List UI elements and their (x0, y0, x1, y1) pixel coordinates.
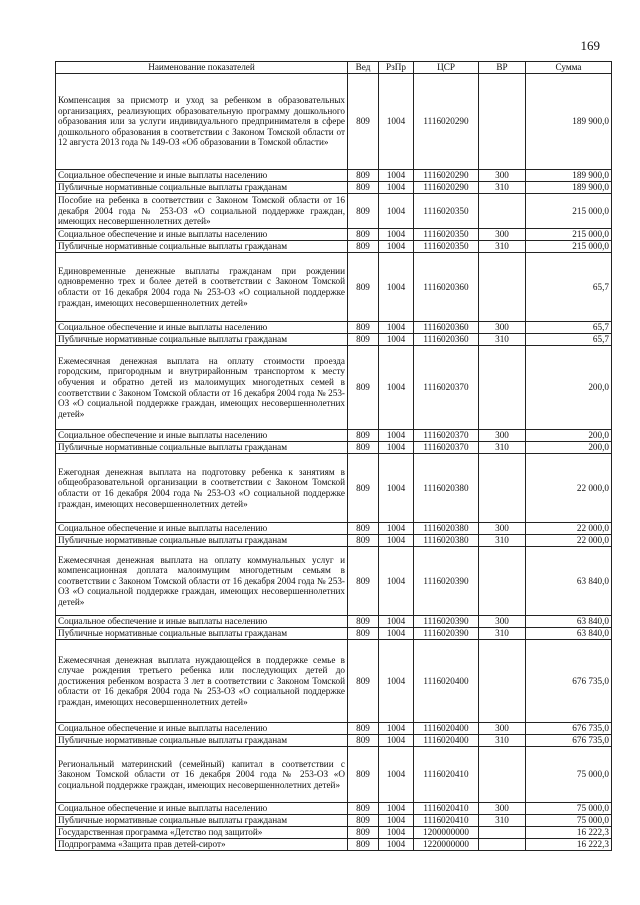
row-ved-cell: 809 (348, 640, 379, 723)
row-sum-cell: 22 000,0 (526, 523, 612, 535)
row-vr-cell: 310 (479, 241, 526, 253)
row-name-cell: Социальное обеспечение и иные выплаты населению (56, 322, 348, 334)
table-row (56, 74, 612, 170)
table-row (56, 640, 612, 723)
row-name-cell: Пособие на ребенка в соответствии с Законом Томской области от 16 декабря 2004 года № 253-ОЗ «О социальной поддержке граждан, имеющих несовершеннолетних детей» (56, 194, 348, 229)
row-rzpr-cell: 1004 (379, 194, 414, 229)
row-rzpr-cell: 1004 (379, 430, 414, 442)
row-vr-cell: 310 (479, 628, 526, 640)
row-ved-cell: 809 (348, 616, 379, 628)
row-ved-cell: 809 (348, 454, 379, 523)
row-name-cell: Публичные нормативные социальные выплаты гражданам (56, 735, 348, 747)
page-number: 169 (580, 38, 600, 53)
row-sum-cell: 676 735,0 (526, 640, 612, 723)
row-sum-cell: 16 222,3 (526, 827, 612, 839)
row-sum-cell: 16 222,3 (526, 839, 612, 851)
table-row (56, 182, 612, 194)
row-csr-cell: 1116020380 (414, 523, 479, 535)
row-csr-cell: 1116020290 (414, 170, 479, 182)
row-sum-cell: 63 840,0 (526, 547, 612, 616)
budget-table (55, 61, 612, 851)
row-csr-cell: 1116020390 (414, 616, 479, 628)
row-csr-cell: 1116020410 (414, 803, 479, 815)
row-name-cell: Социальное обеспечение и иные выплаты населению (56, 803, 348, 815)
row-vr-cell (479, 454, 526, 523)
row-vr-cell: 310 (479, 735, 526, 747)
row-rzpr-cell: 1004 (379, 815, 414, 827)
table-row (56, 839, 612, 851)
row-rzpr-cell: 1004 (379, 182, 414, 194)
table-row (56, 827, 612, 839)
row-name-cell: Социальное обеспечение и иные выплаты населению (56, 430, 348, 442)
row-vr-cell (479, 640, 526, 723)
table-row (56, 334, 612, 346)
row-sum-cell: 200,0 (526, 430, 612, 442)
row-rzpr-cell: 1004 (379, 523, 414, 535)
row-ved-cell: 809 (348, 346, 379, 430)
row-csr-cell: 1116020380 (414, 454, 479, 523)
row-name-cell: Ежемесячная денежная выплата на оплату коммунальных услуг и компенсационная доплата малоимущим многодетным семьям в соответствии с Законом Томской области от 16 декабря 2004 года № 253-ОЗ «О социальной поддержке граждан, имеющих несовершеннолетних детей» (56, 547, 348, 616)
row-vr-cell: 300 (479, 723, 526, 735)
row-ved-cell: 809 (348, 170, 379, 182)
row-name-cell: Государственная программа «Детство под защитой» (56, 827, 348, 839)
table-row (56, 194, 612, 229)
row-ved-cell: 809 (348, 735, 379, 747)
row-rzpr-cell: 1004 (379, 454, 414, 523)
row-sum-cell: 215 000,0 (526, 194, 612, 229)
row-vr-cell: 300 (479, 523, 526, 535)
table-row (56, 547, 612, 616)
row-sum-cell: 215 000,0 (526, 241, 612, 253)
row-rzpr-cell: 1004 (379, 170, 414, 182)
column-header-csr: ЦСР (414, 62, 479, 74)
row-sum-cell: 215 000,0 (526, 229, 612, 241)
row-name-cell: Публичные нормативные социальные выплаты гражданам (56, 334, 348, 346)
row-rzpr-cell: 1004 (379, 803, 414, 815)
table-row (56, 523, 612, 535)
row-vr-cell: 310 (479, 442, 526, 454)
table-row (56, 735, 612, 747)
row-rzpr-cell: 1004 (379, 442, 414, 454)
row-csr-cell: 1200000000 (414, 827, 479, 839)
row-name-cell: Единовременные денежные выплаты гражданам при рождении одновременно трех и более детей в соответствии с Законом Томской области от 16 декабря 2004 года № 253-ОЗ «О социальной поддержке граждан, имеющих несовершеннолетних детей» (56, 253, 348, 322)
row-rzpr-cell: 1004 (379, 241, 414, 253)
table-row (56, 170, 612, 182)
row-rzpr-cell: 1004 (379, 322, 414, 334)
table-header-row (56, 62, 612, 74)
row-sum-cell: 200,0 (526, 346, 612, 430)
row-sum-cell: 189 900,0 (526, 74, 612, 170)
row-rzpr-cell: 1004 (379, 628, 414, 640)
row-vr-cell: 300 (479, 322, 526, 334)
row-vr-cell (479, 346, 526, 430)
table-row (56, 346, 612, 430)
table-row (56, 803, 612, 815)
row-sum-cell: 189 900,0 (526, 170, 612, 182)
row-csr-cell: 1116020290 (414, 182, 479, 194)
row-ved-cell: 809 (348, 229, 379, 241)
table-body (56, 74, 612, 851)
row-ved-cell: 809 (348, 322, 379, 334)
row-csr-cell: 1116020390 (414, 628, 479, 640)
row-ved-cell: 809 (348, 182, 379, 194)
row-vr-cell: 300 (479, 616, 526, 628)
row-name-cell: Ежемесячная денежная выплата нуждающейся в поддержке семье в случае рождения третьего ребенка или последующих детей до достижения ребенком возраста 3 лет в соответствии с Законом Томской области от 16 декабря 2004 года № 253-ОЗ «О социальной поддержке граждан, имеющих несовершеннолетних детей» (56, 640, 348, 723)
row-name-cell: Публичные нормативные социальные выплаты гражданам (56, 182, 348, 194)
row-sum-cell: 63 840,0 (526, 616, 612, 628)
table-row (56, 535, 612, 547)
row-name-cell: Социальное обеспечение и иные выплаты населению (56, 523, 348, 535)
column-header-rzpr: РзПр (379, 62, 414, 74)
row-vr-cell: 310 (479, 182, 526, 194)
table-row (56, 723, 612, 735)
row-ved-cell: 809 (348, 535, 379, 547)
row-sum-cell: 65,7 (526, 322, 612, 334)
row-csr-cell: 1116020360 (414, 322, 479, 334)
row-vr-cell (479, 253, 526, 322)
row-csr-cell: 1116020350 (414, 241, 479, 253)
row-sum-cell: 200,0 (526, 442, 612, 454)
row-vr-cell: 300 (479, 803, 526, 815)
table-row (56, 454, 612, 523)
row-name-cell: Социальное обеспечение и иные выплаты населению (56, 723, 348, 735)
row-vr-cell (479, 194, 526, 229)
row-rzpr-cell: 1004 (379, 346, 414, 430)
row-sum-cell: 189 900,0 (526, 182, 612, 194)
row-vr-cell: 310 (479, 535, 526, 547)
row-ved-cell: 809 (348, 430, 379, 442)
row-vr-cell (479, 747, 526, 803)
row-ved-cell: 809 (348, 74, 379, 170)
table-row (56, 253, 612, 322)
table-row (56, 229, 612, 241)
row-rzpr-cell: 1004 (379, 616, 414, 628)
row-csr-cell: 1116020360 (414, 334, 479, 346)
row-rzpr-cell: 1004 (379, 74, 414, 170)
row-csr-cell: 1220000000 (414, 839, 479, 851)
row-rzpr-cell: 1004 (379, 723, 414, 735)
row-sum-cell: 22 000,0 (526, 454, 612, 523)
row-csr-cell: 1116020350 (414, 229, 479, 241)
row-name-cell: Публичные нормативные социальные выплаты гражданам (56, 241, 348, 253)
column-header-sum: Сумма (526, 62, 612, 74)
row-rzpr-cell: 1004 (379, 547, 414, 616)
row-vr-cell: 300 (479, 170, 526, 182)
row-csr-cell: 1116020370 (414, 430, 479, 442)
row-vr-cell (479, 839, 526, 851)
row-ved-cell: 809 (348, 253, 379, 322)
row-csr-cell: 1116020370 (414, 346, 479, 430)
row-name-cell: Ежемесячная денежная выплата на оплату стоимости проезда городским, пригородным и внутрирайонным транспортом к месту обучения и обратно детей из малоимущих многодетных семей в соответствии с Законом Томской области от 16 декабря 2004 года № 253-ОЗ «О социальной поддержке граждан, имеющих несовершеннолетних детей» (56, 346, 348, 430)
row-ved-cell: 809 (348, 523, 379, 535)
row-name-cell: Публичные нормативные социальные выплаты гражданам (56, 442, 348, 454)
table-row (56, 430, 612, 442)
table-row (56, 241, 612, 253)
row-name-cell: Социальное обеспечение и иные выплаты населению (56, 229, 348, 241)
row-rzpr-cell: 1004 (379, 839, 414, 851)
row-csr-cell: 1116020410 (414, 815, 479, 827)
row-name-cell: Социальное обеспечение и иные выплаты населению (56, 616, 348, 628)
row-csr-cell: 1116020400 (414, 640, 479, 723)
table-row (56, 815, 612, 827)
row-ved-cell: 809 (348, 442, 379, 454)
row-csr-cell: 1116020370 (414, 442, 479, 454)
row-sum-cell: 65,7 (526, 253, 612, 322)
row-vr-cell: 300 (479, 229, 526, 241)
table-row (56, 628, 612, 640)
row-csr-cell: 1116020360 (414, 253, 479, 322)
row-name-cell: Подпрограмма «Защита прав детей-сирот» (56, 839, 348, 851)
row-rzpr-cell: 1004 (379, 640, 414, 723)
row-vr-cell: 300 (479, 430, 526, 442)
row-vr-cell (479, 547, 526, 616)
row-rzpr-cell: 1004 (379, 827, 414, 839)
row-rzpr-cell: 1004 (379, 747, 414, 803)
row-csr-cell: 1116020350 (414, 194, 479, 229)
row-rzpr-cell: 1004 (379, 535, 414, 547)
row-rzpr-cell: 1004 (379, 229, 414, 241)
row-name-cell: Ежегодная денежная выплата на подготовку ребенка к занятиям в общеобразовательной организации в соответствии с Законом Томской области от 16 декабря 2004 года № 253-ОЗ «О социальной поддержке граждан, имеющих несовершеннолетних детей» (56, 454, 348, 523)
row-ved-cell: 809 (348, 334, 379, 346)
row-csr-cell: 1116020400 (414, 735, 479, 747)
row-name-cell: Публичные нормативные социальные выплаты гражданам (56, 815, 348, 827)
row-sum-cell: 22 000,0 (526, 535, 612, 547)
row-name-cell: Публичные нормативные социальные выплаты гражданам (56, 628, 348, 640)
row-ved-cell: 809 (348, 747, 379, 803)
row-ved-cell: 809 (348, 815, 379, 827)
row-rzpr-cell: 1004 (379, 334, 414, 346)
row-ved-cell: 809 (348, 827, 379, 839)
row-sum-cell: 65,7 (526, 334, 612, 346)
row-ved-cell: 809 (348, 723, 379, 735)
row-ved-cell: 809 (348, 547, 379, 616)
row-name-cell: Компенсация за присмотр и уход за ребенком в образовательных организациях, реализующих образовательную программу дошкольного образования или за услуги индивидуального предпринимателя в сфере дошкольного образования в соответствии с Законом Томской области от 12 августа 2013 года № 149-ОЗ «Об образовании в Томской области» (56, 74, 348, 170)
row-sum-cell: 676 735,0 (526, 723, 612, 735)
row-csr-cell: 1116020390 (414, 547, 479, 616)
row-vr-cell (479, 74, 526, 170)
row-sum-cell: 676 735,0 (526, 735, 612, 747)
row-csr-cell: 1116020380 (414, 535, 479, 547)
row-ved-cell: 809 (348, 241, 379, 253)
row-ved-cell: 809 (348, 194, 379, 229)
row-rzpr-cell: 1004 (379, 253, 414, 322)
row-ved-cell: 809 (348, 839, 379, 851)
row-name-cell: Региональный материнский (семейный) капитал в соответствии с Законом Томской области от 16 декабря 2004 года № 253-ОЗ «О социальной поддержке граждан, имеющих несовершеннолетних детей» (56, 747, 348, 803)
column-header-name: Наименование показателей (56, 62, 348, 74)
table-row (56, 442, 612, 454)
row-vr-cell: 310 (479, 815, 526, 827)
row-rzpr-cell: 1004 (379, 735, 414, 747)
row-csr-cell: 1116020290 (414, 74, 479, 170)
column-header-ved: Вед (348, 62, 379, 74)
row-name-cell: Публичные нормативные социальные выплаты гражданам (56, 535, 348, 547)
row-sum-cell: 75 000,0 (526, 747, 612, 803)
column-header-vr: ВР (479, 62, 526, 74)
table-row (56, 322, 612, 334)
row-vr-cell: 310 (479, 334, 526, 346)
row-ved-cell: 809 (348, 803, 379, 815)
row-vr-cell (479, 827, 526, 839)
table-row (56, 616, 612, 628)
row-csr-cell: 1116020400 (414, 723, 479, 735)
row-sum-cell: 63 840,0 (526, 628, 612, 640)
table-row (56, 747, 612, 803)
row-name-cell: Социальное обеспечение и иные выплаты населению (56, 170, 348, 182)
row-sum-cell: 75 000,0 (526, 803, 612, 815)
row-ved-cell: 809 (348, 628, 379, 640)
row-sum-cell: 75 000,0 (526, 815, 612, 827)
row-csr-cell: 1116020410 (414, 747, 479, 803)
